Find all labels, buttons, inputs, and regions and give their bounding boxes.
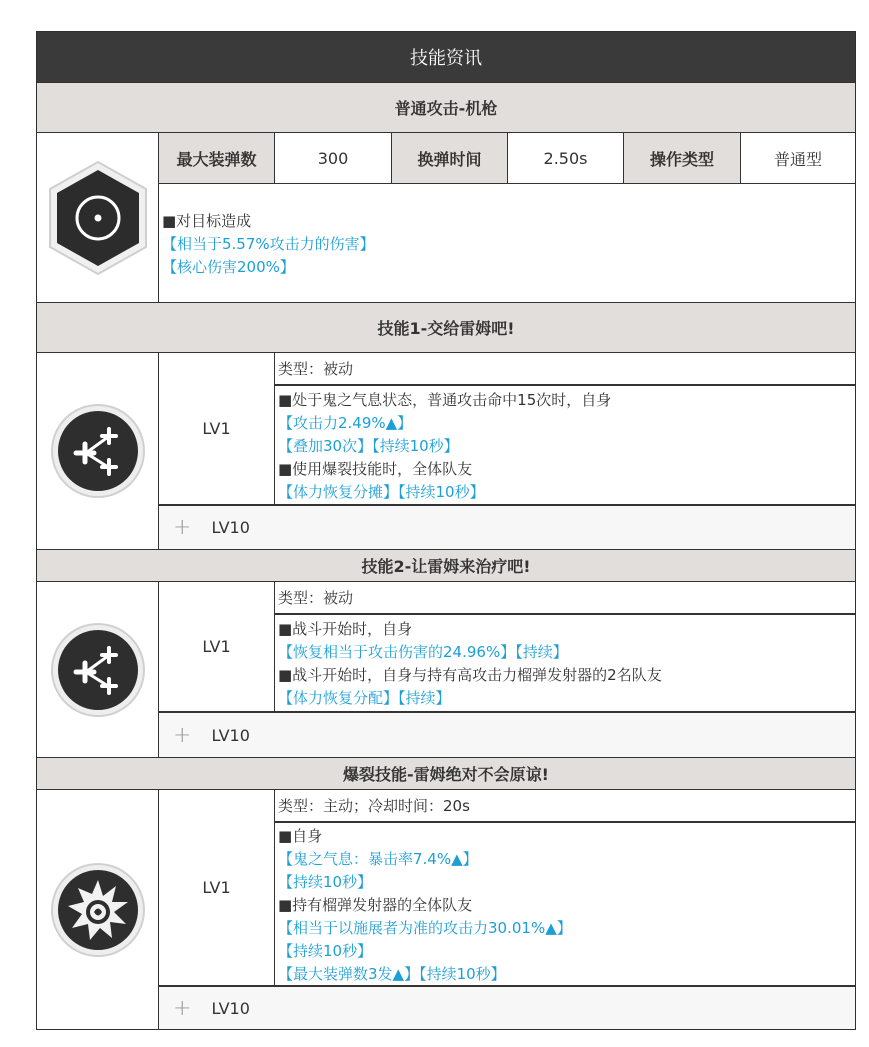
desc-line: 【相当于5.57%攻击力的伤害】 [162, 235, 375, 253]
expand-label: LV10 [211, 725, 250, 745]
skill2-expand-lv10[interactable] [158, 711, 855, 757]
desc-line: 【攻击力2.49%▲】 [278, 414, 413, 432]
desc-line: ■对目标造成 [162, 212, 252, 230]
operation-type-value: 普通型 [740, 133, 855, 183]
spiked-morning-star-icon [50, 862, 146, 958]
normal-attack-stats-row [158, 132, 855, 183]
desc-line: 【最大装弹数3发▲】【持续10秒】 [278, 965, 506, 983]
desc-line: 【相当于以施展者为准的攻击力30.01%▲】 [278, 919, 572, 937]
normal-attack-section-title: 普通攻击-机枪 [37, 82, 855, 132]
skill2-description [274, 613, 855, 711]
burst-expand-lv10[interactable] [158, 985, 855, 1029]
plus-cluster-icon [50, 403, 146, 499]
desc-line: 【持续10秒】 [278, 873, 373, 891]
burst-type: 类型：主动；冷却时间：20s [274, 789, 855, 821]
desc-line: ■处于鬼之气息状态，普通攻击命中15次时，自身 [278, 391, 612, 409]
reload-time-label: 换弹时间 [391, 133, 507, 183]
desc-line: ■持有榴弹发射器的全体队友 [278, 896, 473, 914]
max-ammo-value: 300 [274, 133, 391, 183]
expand-label: LV10 [211, 998, 250, 1018]
skill-info-table [36, 31, 856, 1030]
operation-type-label: 操作类型 [623, 133, 740, 183]
target-hexagon-icon [43, 158, 153, 278]
skill2-level: LV1 [158, 581, 274, 711]
burst-icon-cell [37, 789, 158, 1029]
reload-time-value: 2.50s [507, 133, 623, 183]
desc-line: 【体力恢复分摊】【持续10秒】 [278, 483, 485, 501]
normal-attack-description [158, 183, 855, 302]
normal-attack-icon-cell [37, 132, 158, 302]
table-title: 技能资讯 [37, 32, 855, 82]
skill2-type: 类型：被动 [274, 581, 855, 613]
expand-plus-icon: + [173, 995, 192, 1021]
skill1-level: LV1 [158, 352, 274, 504]
desc-line: ■战斗开始时，自身与持有高攻击力榴弹发射器的2名队友 [278, 666, 662, 684]
skill1-section-title: 技能1-交给雷姆吧! [37, 302, 855, 352]
desc-line: 【鬼之气息：暴击率7.4%▲】 [278, 850, 478, 868]
burst-section-title: 爆裂技能-雷姆绝对不会原谅! [37, 757, 855, 789]
skill2-icon-cell [37, 581, 158, 757]
burst-level: LV1 [158, 789, 274, 985]
desc-line: ■自身 [278, 827, 323, 845]
max-ammo-label: 最大装弹数 [158, 133, 274, 183]
desc-line: 【恢复相当于攻击伤害的24.96%】【持续】 [278, 643, 568, 661]
desc-line: 【核心伤害200%】 [162, 258, 295, 276]
expand-plus-icon: + [173, 722, 192, 748]
desc-line: 【体力恢复分配】【持续】 [278, 689, 451, 707]
desc-line: ■战斗开始时，自身 [278, 620, 413, 638]
skill2-section-title: 技能2-让雷姆来治疗吧! [37, 549, 855, 581]
desc-line: ■使用爆裂技能时，全体队友 [278, 460, 473, 478]
skill1-icon-cell [37, 352, 158, 549]
burst-description [274, 821, 855, 985]
skill1-description [274, 384, 855, 504]
plus-cluster-icon [50, 622, 146, 718]
skill1-type: 类型：被动 [274, 352, 855, 384]
expand-label: LV10 [211, 518, 250, 537]
desc-line: 【叠加30次】【持续10秒】 [278, 437, 459, 455]
desc-line: 【持续10秒】 [278, 942, 373, 960]
skill1-expand-lv10[interactable] [158, 504, 855, 549]
expand-plus-icon: + [173, 515, 192, 540]
